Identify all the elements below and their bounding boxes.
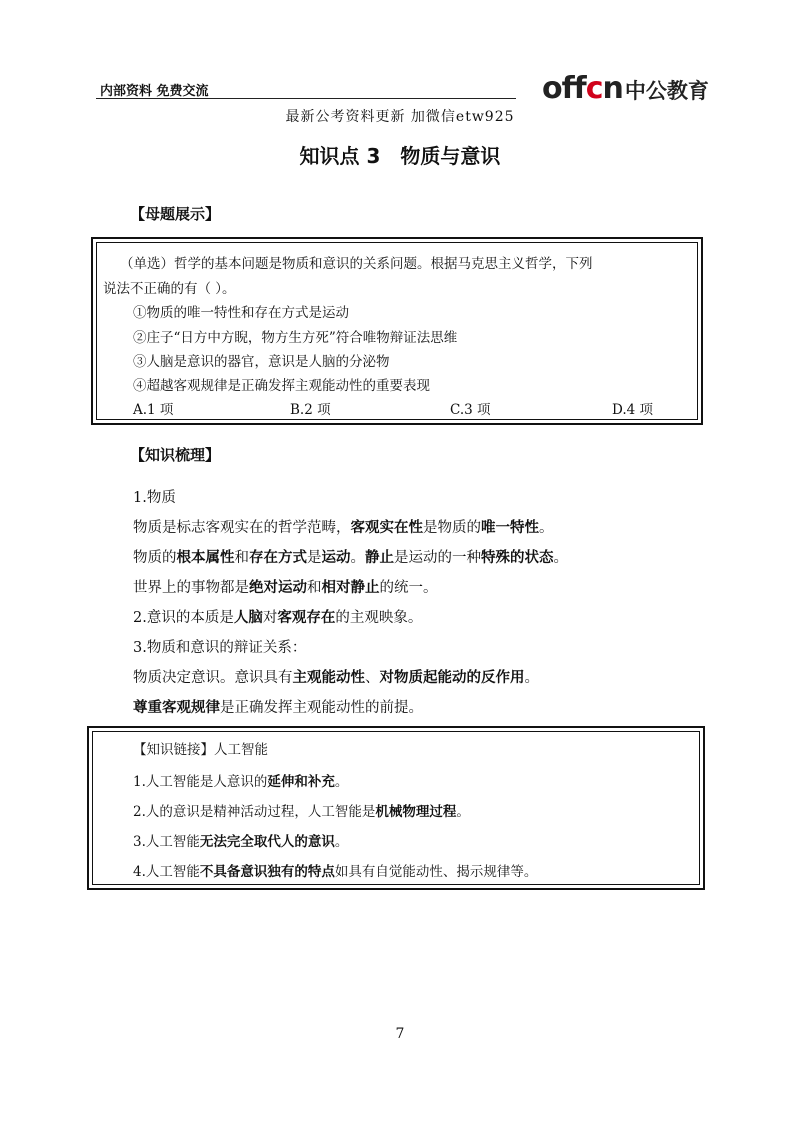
emphasis-text: 无法完全取代人的意识 bbox=[199, 834, 335, 850]
option-d: D.4 项 bbox=[612, 402, 654, 418]
text-run: 。 bbox=[553, 550, 568, 566]
text-run: 2.意识的本质是 bbox=[133, 610, 234, 626]
knowledge-line bbox=[133, 636, 306, 657]
text-run: 。 bbox=[524, 670, 539, 686]
text-run: 1.人工智能是人意识的 bbox=[133, 774, 268, 790]
text-run: 对 bbox=[262, 610, 278, 626]
option-a: A.1 项 bbox=[133, 402, 174, 418]
text-run: 如具有自觉能动性、揭示规律等。 bbox=[334, 864, 538, 880]
question-statement: ④超越客观规律是正确发挥主观能动性的重要表现 bbox=[133, 378, 430, 394]
logo-accent: c bbox=[585, 71, 603, 106]
text-run: 是 bbox=[307, 550, 322, 566]
text-run: 1.物质 bbox=[133, 490, 176, 506]
emphasis-text: 主观能动性 bbox=[292, 669, 365, 686]
question-line: 说法不正确的有（ ）。 bbox=[103, 281, 236, 297]
emphasis-text: 存在方式 bbox=[249, 549, 307, 566]
text-run: 是物质的 bbox=[423, 520, 481, 536]
text-run: 和 bbox=[234, 550, 249, 566]
text-run: 。 bbox=[539, 520, 554, 536]
text-run: 世界上的事物都是 bbox=[133, 580, 249, 596]
knowledge-link-heading bbox=[133, 738, 268, 758]
text-run: 2.人的意识是精神活动过程，人工智能是 bbox=[133, 804, 376, 820]
header-rule bbox=[96, 98, 516, 99]
emphasis-text: 客观实在性 bbox=[350, 519, 423, 536]
emphasis-text: 人脑 bbox=[233, 609, 263, 626]
question-line: （单选）哲学的基本问题是物质和意识的关系问题。根据马克思主义哲学，下列 bbox=[120, 256, 593, 272]
knowledge-line bbox=[133, 576, 438, 597]
emphasis-text: 运动 bbox=[321, 549, 351, 566]
emphasis-text: 客观存在 bbox=[277, 609, 336, 626]
text-run: 。 bbox=[456, 804, 470, 820]
text-run: 。 bbox=[334, 774, 349, 790]
emphasis-text: 根本属性 bbox=[176, 549, 235, 566]
knowledge-line bbox=[133, 516, 554, 537]
text-run: 、 bbox=[365, 670, 380, 686]
logo-latin bbox=[542, 71, 623, 106]
logo-chinese: 中公教育 bbox=[624, 79, 709, 103]
question-statement: ①物质的唯一特性和存在方式是运动 bbox=[133, 305, 349, 321]
text-run: 是运动的一种 bbox=[394, 550, 481, 566]
logo-prefix: off bbox=[542, 71, 586, 106]
text-run: 物质是标志客观实在的哲学范畴， bbox=[133, 520, 351, 536]
text-run: 的主观映象。 bbox=[335, 610, 423, 626]
page-number: 7 bbox=[395, 1026, 405, 1042]
knowledge-link-line bbox=[133, 800, 470, 820]
knowledge-line bbox=[133, 546, 568, 567]
text-run: 物质决定意识。意识具有 bbox=[133, 670, 293, 686]
emphasis-text: 静止 bbox=[365, 549, 394, 566]
offcn-logo bbox=[542, 68, 709, 104]
page-title: 知识点 3 物质与意识 bbox=[299, 144, 501, 168]
emphasis-text: 相对静止 bbox=[321, 579, 380, 596]
text-run: 和 bbox=[307, 580, 322, 596]
emphasis-text: 机械物理过程 bbox=[375, 804, 457, 820]
knowledge-line bbox=[133, 486, 176, 507]
knowledge-line bbox=[133, 606, 422, 627]
emphasis-text: 尊重客观规律 bbox=[133, 699, 220, 716]
text-run: 物质的 bbox=[133, 550, 177, 566]
option-c: C.3 项 bbox=[450, 402, 491, 418]
text-run: 。 bbox=[334, 834, 349, 850]
text-run: 4.人工智能 bbox=[133, 864, 200, 880]
emphasis-text: 特殊的状态 bbox=[481, 549, 554, 566]
text-run: 是正确发挥主观能动性的前提。 bbox=[220, 700, 423, 716]
knowledge-link-line bbox=[133, 770, 348, 790]
header-notice: 最新公考资料更新 加微信etw925 bbox=[285, 109, 515, 125]
knowledge-line bbox=[133, 696, 423, 717]
text-run: 3.人工智能 bbox=[133, 834, 200, 850]
emphasis-text: 不具备意识独有的特点 bbox=[199, 864, 335, 880]
knowledge-section-label: 【知识梳理】 bbox=[130, 446, 221, 464]
question-statement: ②庄子“日方中方睨，物方生方死”符合唯物辩证法思维 bbox=[133, 330, 458, 346]
text-run: 的统一。 bbox=[379, 580, 438, 596]
option-b: B.2 项 bbox=[290, 402, 331, 418]
text-run: 【知识链接】人工智能 bbox=[133, 742, 268, 758]
header-left-text: 内部资料 免费交流 bbox=[100, 84, 209, 99]
knowledge-link-line bbox=[133, 860, 537, 880]
emphasis-text: 延伸和补充 bbox=[267, 774, 335, 790]
text-run: 3.物质和意识的辩证关系： bbox=[133, 640, 307, 656]
emphasis-text: 对物质起能动的反作用 bbox=[379, 669, 525, 686]
text-run: 。 bbox=[350, 550, 365, 566]
emphasis-text: 唯一特性 bbox=[481, 519, 539, 536]
question-section-label: 【母题展示】 bbox=[130, 205, 221, 223]
logo-suffix: n bbox=[602, 71, 623, 106]
knowledge-line bbox=[133, 666, 539, 687]
question-statement: ③人脑是意识的器官，意识是人脑的分泌物 bbox=[133, 354, 390, 370]
emphasis-text: 绝对运动 bbox=[249, 579, 307, 596]
knowledge-link-line bbox=[133, 830, 348, 850]
